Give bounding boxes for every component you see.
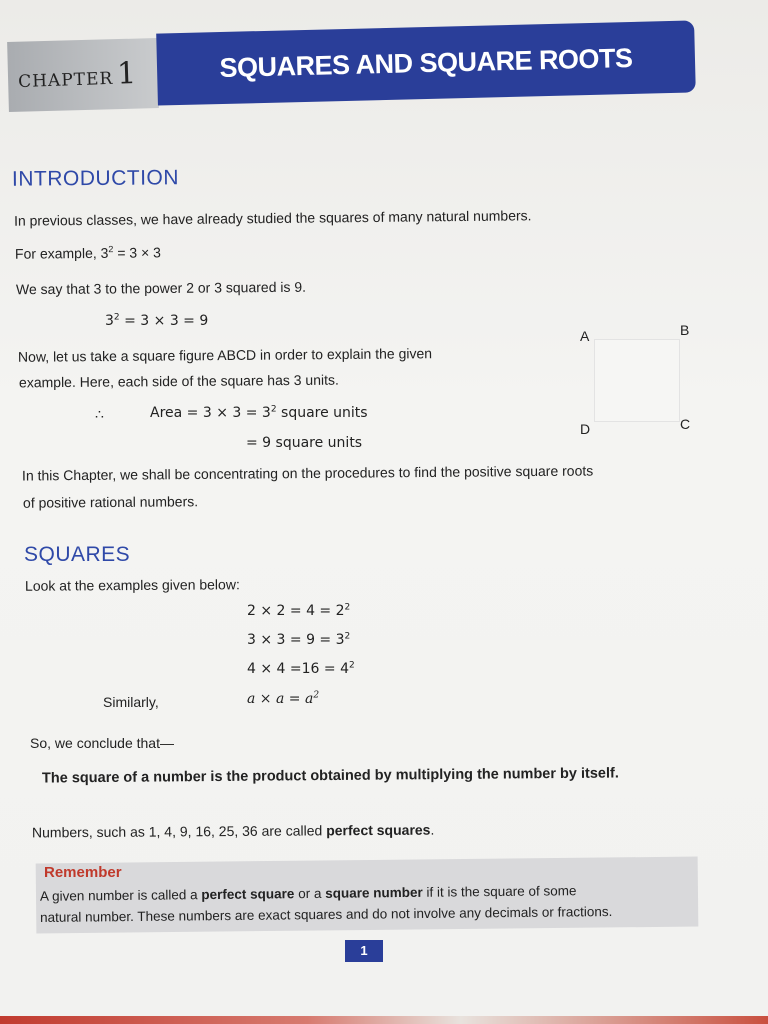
- square-example-1: $2 \times 2 = 4 = 2^2$: [247, 602, 351, 619]
- chapter-focus-line-1: In this Chapter, we shall be concentrating on the procedures to find the positive square roots: [21, 462, 594, 484]
- area-result: = 9 square units: [246, 435, 363, 451]
- chapter-title-band: [156, 20, 696, 105]
- vertex-b-label: B: [680, 322, 690, 338]
- square-example-2: $3 \times 3 = 9 = 3^2$: [247, 631, 351, 648]
- introduction-heading: INTRODUCTION: [11, 166, 180, 191]
- chapter-number: 1: [116, 55, 138, 92]
- intro-equation: $3^2 = 3 \times 3 = 9$: [105, 312, 209, 329]
- conclusion-lead: So, we conclude that—: [30, 735, 174, 751]
- page-number: 1: [345, 940, 383, 962]
- similarly-label: Similarly,: [103, 694, 159, 710]
- intro-para-line-1: Now, let us take a square figure ABCD in order to explain the given: [17, 345, 433, 365]
- bottom-edge-strip: [0, 1016, 768, 1024]
- remember-line-1: A given number is called a perfect square or a square number if it is the square of some: [39, 883, 577, 904]
- remember-title: Remember: [44, 864, 122, 881]
- remember-line-2: natural number. These numbers are exact squares and do not involve any decimals or fractions.: [39, 904, 613, 925]
- vertex-a-label: A: [580, 328, 590, 344]
- intro-line-1: In previous classes, we have already studied the squares of many natural numbers.: [13, 207, 532, 229]
- area-equation: Area = $3 \times 3 = 3^2$ square units: [150, 404, 368, 421]
- square-abcd-figure: [594, 339, 680, 422]
- square-example-3: $4 \times 4 =16 = 4^2$: [247, 660, 355, 677]
- vertex-d-label: D: [580, 421, 591, 437]
- perfect-squares-line: Numbers, such as 1, 4, 9, 16, 25, 36 are called perfect squares.: [31, 821, 435, 841]
- intro-line-3: We say that 3 to the power 2 or 3 squared is 9.: [15, 278, 307, 298]
- vertex-c-label: C: [680, 416, 691, 432]
- squares-lead: Look at the examples given below:: [24, 576, 240, 594]
- chapter-label: [17, 56, 137, 95]
- intro-para-line-2: example. Here, each side of the square has 3 units.: [18, 371, 339, 391]
- intro-example-line: For example, $3^2 = 3 \times 3$: [14, 244, 161, 262]
- squares-heading: SQUARES: [24, 543, 131, 566]
- chapter-word: CHAPTER: [17, 68, 114, 93]
- square-example-general: $a \times a = a^2$: [247, 690, 320, 707]
- therefore-symbol: ∴: [95, 406, 104, 422]
- chapter-title: SQUARES AND SQUARE ROOTS: [219, 42, 633, 83]
- square-definition-rule: The square of a number is the product obtained by multiplying the number by itself.: [41, 765, 619, 787]
- chapter-focus-line-2: of positive rational numbers.: [22, 493, 199, 511]
